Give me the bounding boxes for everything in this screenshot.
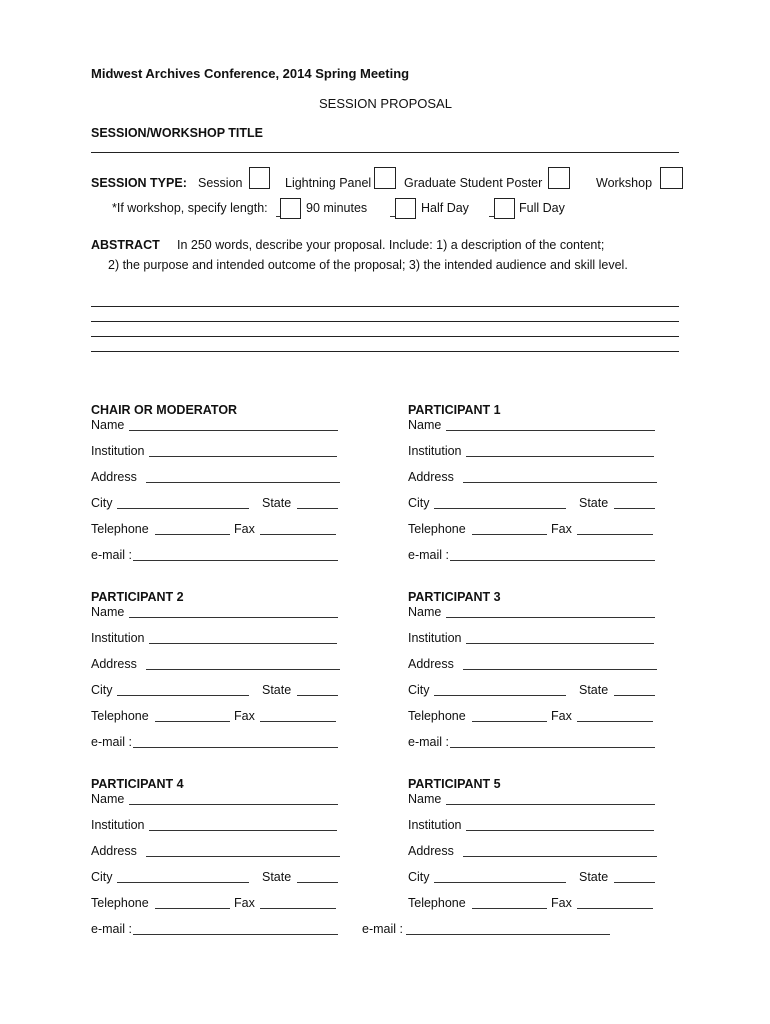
length-half-day-label: Half Day	[421, 201, 469, 215]
conference-title: Midwest Archives Conference, 2014 Spring Meeting	[91, 66, 410, 81]
address-label: Address	[408, 470, 454, 484]
option-session-label: Session	[198, 176, 243, 190]
address-field[interactable]	[146, 669, 340, 670]
abstract-line[interactable]	[91, 321, 679, 322]
city-label: City	[408, 870, 430, 884]
institution-field[interactable]	[466, 830, 654, 831]
institution-label: Institution	[408, 818, 462, 832]
name-field[interactable]	[129, 617, 338, 618]
fax-field[interactable]	[260, 908, 336, 909]
address-label: Address	[91, 657, 137, 671]
form-title: SESSION PROPOSAL	[319, 96, 452, 111]
address-label: Address	[408, 657, 454, 671]
institution-field[interactable]	[149, 456, 337, 457]
participant-3-section	[408, 590, 678, 760]
institution-label: Institution	[408, 631, 462, 645]
telephone-label: Telephone	[91, 896, 149, 910]
institution-label: Institution	[408, 444, 462, 458]
name-field[interactable]	[446, 430, 655, 431]
institution-label: Institution	[91, 818, 145, 832]
fax-label: Fax	[234, 896, 255, 910]
abstract-instructions-1: In 250 words, describe your proposal. Include: 1) a description of the content;	[177, 238, 605, 252]
state-label: State	[579, 683, 609, 697]
city-field[interactable]	[434, 508, 566, 509]
length-90-minutes-label: 90 minutes	[306, 201, 368, 215]
checkbox-lightning-panel[interactable]	[374, 167, 396, 189]
fax-field[interactable]	[577, 721, 653, 722]
chair-moderator-section	[91, 403, 361, 573]
telephone-label: Telephone	[408, 896, 466, 910]
state-field[interactable]	[297, 508, 338, 509]
checkbox-session[interactable]	[249, 167, 270, 189]
section-title: PARTICIPANT 1	[408, 403, 501, 417]
section-title: PARTICIPANT 4	[91, 777, 184, 791]
abstract-line[interactable]	[91, 306, 679, 307]
fax-label: Fax	[234, 709, 255, 723]
telephone-field[interactable]	[472, 908, 547, 909]
length-full-day-label: Full Day	[519, 201, 565, 215]
fax-label: Fax	[551, 709, 572, 723]
fax-field[interactable]	[260, 721, 336, 722]
checkbox-graduate-poster[interactable]	[548, 167, 570, 189]
address-field[interactable]	[463, 856, 657, 857]
city-field[interactable]	[117, 882, 249, 883]
state-field[interactable]	[614, 882, 655, 883]
name-field[interactable]	[129, 804, 338, 805]
section-title: PARTICIPANT 3	[408, 590, 501, 604]
email-label: e-mail :	[91, 922, 132, 936]
name-label: Name	[91, 605, 125, 619]
participant-1-section	[408, 403, 678, 573]
workshop-length-prompt: *If workshop, specify length:	[112, 201, 268, 215]
name-label: Name	[91, 418, 125, 432]
email-field[interactable]	[133, 747, 338, 748]
section-title: CHAIR OR MODERATOR	[91, 403, 238, 417]
option-workshop-label: Workshop	[596, 176, 653, 190]
checkbox-full-day[interactable]	[494, 198, 515, 219]
name-label: Name	[408, 418, 442, 432]
participant-2-section	[91, 590, 361, 760]
fax-field[interactable]	[260, 534, 336, 535]
name-label: Name	[408, 605, 442, 619]
option-graduate-poster-label: Graduate Student Poster	[404, 176, 543, 190]
session-title-line[interactable]	[91, 152, 679, 153]
telephone-label: Telephone	[408, 709, 466, 723]
institution-label: Institution	[91, 631, 145, 645]
email-label: e-mail :	[91, 735, 132, 749]
name-field[interactable]	[446, 617, 655, 618]
telephone-field[interactable]	[155, 534, 230, 535]
name-label: Name	[91, 792, 125, 806]
email-field[interactable]	[450, 747, 655, 748]
state-label: State	[262, 683, 292, 697]
city-label: City	[91, 683, 113, 697]
abstract-line[interactable]	[91, 336, 679, 337]
institution-field[interactable]	[149, 830, 337, 831]
city-field[interactable]	[117, 695, 249, 696]
city-label: City	[91, 496, 113, 510]
telephone-field[interactable]	[472, 721, 547, 722]
city-field[interactable]	[434, 882, 566, 883]
state-field[interactable]	[297, 695, 338, 696]
city-field[interactable]	[117, 508, 249, 509]
fax-field[interactable]	[577, 908, 653, 909]
address-label: Address	[91, 844, 137, 858]
institution-field[interactable]	[466, 643, 654, 644]
fax-label: Fax	[551, 896, 572, 910]
section-title: PARTICIPANT 5	[408, 777, 501, 791]
telephone-label: Telephone	[91, 709, 149, 723]
address-field[interactable]	[463, 482, 657, 483]
fax-label: Fax	[234, 522, 255, 536]
telephone-field[interactable]	[472, 534, 547, 535]
city-label: City	[408, 683, 430, 697]
session-type-label: SESSION TYPE:	[91, 176, 187, 190]
city-field[interactable]	[434, 695, 566, 696]
state-label: State	[579, 496, 609, 510]
city-label: City	[408, 496, 430, 510]
participant-5-section	[408, 777, 678, 947]
telephone-label: Telephone	[408, 522, 466, 536]
name-field[interactable]	[129, 430, 338, 431]
participant-5-email-label: e-mail :	[362, 922, 403, 936]
email-label: e-mail :	[91, 548, 132, 562]
state-label: State	[262, 870, 292, 884]
fax-label: Fax	[551, 522, 572, 536]
name-label: Name	[408, 792, 442, 806]
institution-field[interactable]	[466, 456, 654, 457]
email-field[interactable]	[133, 934, 338, 935]
abstract-instructions-2: 2) the purpose and intended outcome of the proposal; 3) the intended audience and skill level.	[108, 258, 628, 272]
institution-field[interactable]	[149, 643, 337, 644]
checkbox-half-day[interactable]	[395, 198, 416, 219]
email-field[interactable]	[133, 560, 338, 561]
fax-field[interactable]	[577, 534, 653, 535]
email-label: e-mail :	[408, 548, 449, 562]
abstract-label: ABSTRACT	[91, 238, 160, 252]
state-label: State	[579, 870, 609, 884]
checkbox-workshop[interactable]	[660, 167, 683, 189]
telephone-field[interactable]	[155, 721, 230, 722]
telephone-label: Telephone	[91, 522, 149, 536]
state-field[interactable]	[297, 882, 338, 883]
institution-label: Institution	[91, 444, 145, 458]
address-field[interactable]	[146, 856, 340, 857]
participant-4-section	[91, 777, 361, 947]
abstract-line[interactable]	[91, 351, 679, 352]
email-label: e-mail :	[408, 735, 449, 749]
address-label: Address	[91, 470, 137, 484]
telephone-field[interactable]	[155, 908, 230, 909]
name-field[interactable]	[446, 804, 655, 805]
option-lightning-panel-label: Lightning Panel	[285, 176, 372, 190]
state-field[interactable]	[614, 695, 655, 696]
city-label: City	[91, 870, 113, 884]
state-field[interactable]	[614, 508, 655, 509]
address-label: Address	[408, 844, 454, 858]
participant-5-email-field[interactable]	[406, 934, 610, 935]
checkbox-90-minutes[interactable]	[280, 198, 301, 219]
state-label: State	[262, 496, 292, 510]
address-field[interactable]	[463, 669, 657, 670]
session-title-label: SESSION/WORKSHOP TITLE	[91, 126, 264, 140]
email-field[interactable]	[450, 560, 655, 561]
address-field[interactable]	[146, 482, 340, 483]
section-title: PARTICIPANT 2	[91, 590, 184, 604]
